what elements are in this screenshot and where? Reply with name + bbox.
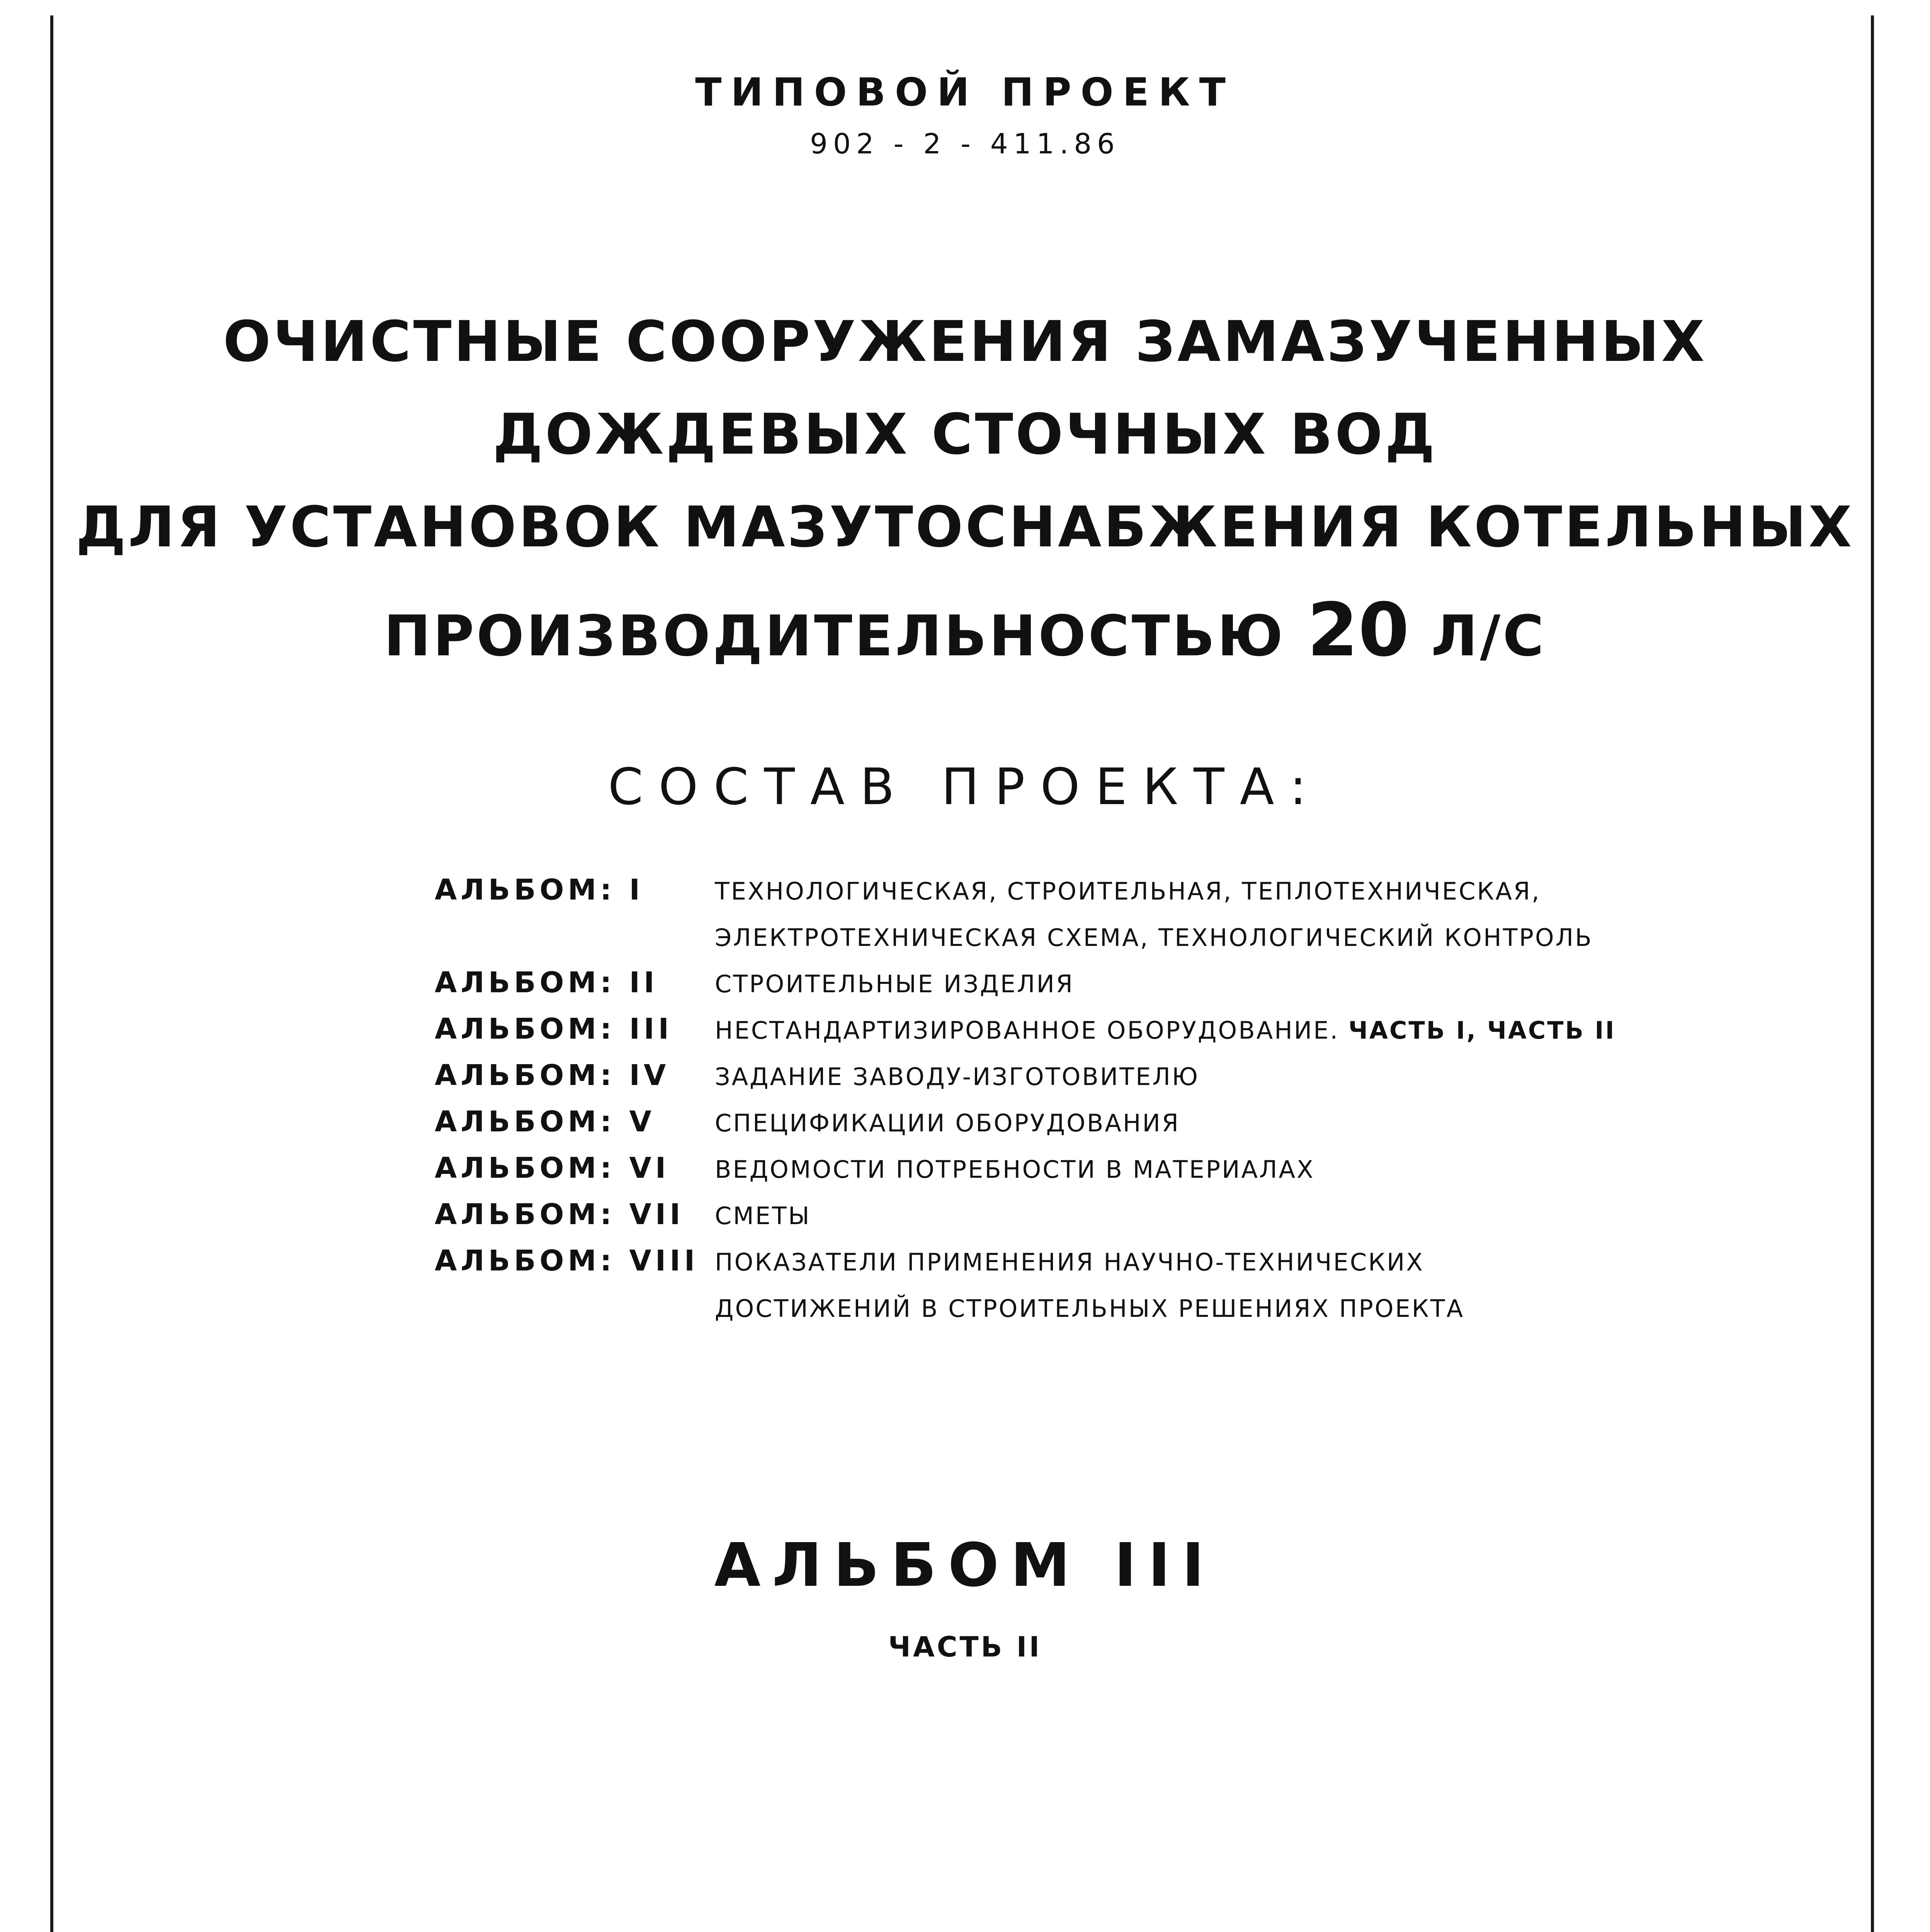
album-1-label: АЛЬБОМ: I <box>435 873 644 906</box>
album-2-label: АЛЬБОМ: II <box>435 966 658 999</box>
capacity-value: 20 <box>1307 587 1410 673</box>
header-title: ТИПОВОЙ ПРОЕКТ <box>695 70 1235 115</box>
album-1-desc: ТЕХНОЛОГИЧЕСКАЯ, СТРОИТЕЛЬНАЯ, ТЕПЛОТЕХНИЧЕСКАЯ, <box>715 877 1541 905</box>
capacity-label: ПРОИЗВОДИТЕЛЬНОСТЬЮ <box>384 604 1286 669</box>
album-5-label: АЛЬБОМ: V <box>435 1105 655 1138</box>
current-album-part: ЧАСТЬ II <box>888 1631 1042 1663</box>
main-title-line-3: ДЛЯ УСТАНОВОК МАЗУТОСНАБЖЕНИЯ КОТЕЛЬНЫХ <box>76 495 1854 560</box>
album-3-parts: ЧАСТЬ I, ЧАСТЬ II <box>1348 1016 1616 1044</box>
project-code: 902 - 2 - 411.86 <box>810 128 1120 160</box>
album-2-desc: СТРОИТЕЛЬНЫЕ ИЗДЕЛИЯ <box>715 970 1074 998</box>
album-7-label: АЛЬБОМ: VII <box>435 1198 684 1231</box>
album-1-desc-cont: ЭЛЕКТРОТЕХНИЧЕСКАЯ СХЕМА, ТЕХНОЛОГИЧЕСКИЙ КОНТРОЛЬ <box>715 923 1593 952</box>
album-4-desc: ЗАДАНИЕ ЗАВОДУ-ИЗГОТОВИТЕЛЮ <box>715 1063 1199 1091</box>
album-8-label: АЛЬБОМ: VIII <box>435 1244 699 1277</box>
main-title-line-4 <box>0 587 1930 673</box>
main-title-line-2: ДОЖДЕВЫХ СТОЧНЫХ ВОД <box>493 402 1437 467</box>
capacity-unit: Л/С <box>1431 604 1546 669</box>
main-title-line-1: ОЧИСТНЫЕ СООРУЖЕНИЯ ЗАМАЗУЧЕННЫХ <box>223 309 1707 374</box>
album-6-desc: ВЕДОМОСТИ ПОТРЕБНОСТИ В МАТЕРИАЛАХ <box>715 1155 1315 1184</box>
album-5-desc: СПЕЦИФИКАЦИИ ОБОРУДОВАНИЯ <box>715 1109 1180 1137</box>
album-8-desc-cont: ДОСТИЖЕНИЙ В СТРОИТЕЛЬНЫХ РЕШЕНИЯХ ПРОЕКТА <box>715 1294 1465 1323</box>
album-8-desc: ПОКАЗАТЕЛИ ПРИМЕНЕНИЯ НАУЧНО-ТЕХНИЧЕСКИХ <box>715 1248 1424 1276</box>
album-3-label: АЛЬБОМ: III <box>435 1012 673 1046</box>
composition-title: СОСТАВ ПРОЕКТА: <box>608 757 1322 816</box>
album-3-desc-text: НЕСТАНДАРТИЗИРОВАННОЕ ОБОРУДОВАНИЕ. <box>715 1016 1340 1044</box>
current-album-title: АЛЬБОМ III <box>714 1530 1216 1600</box>
album-6-label: АЛЬБОМ: VI <box>435 1151 670 1185</box>
album-3-desc <box>715 1016 1616 1044</box>
album-4-label: АЛЬБОМ: IV <box>435 1059 670 1092</box>
album-7-desc: СМЕТЫ <box>715 1202 811 1230</box>
